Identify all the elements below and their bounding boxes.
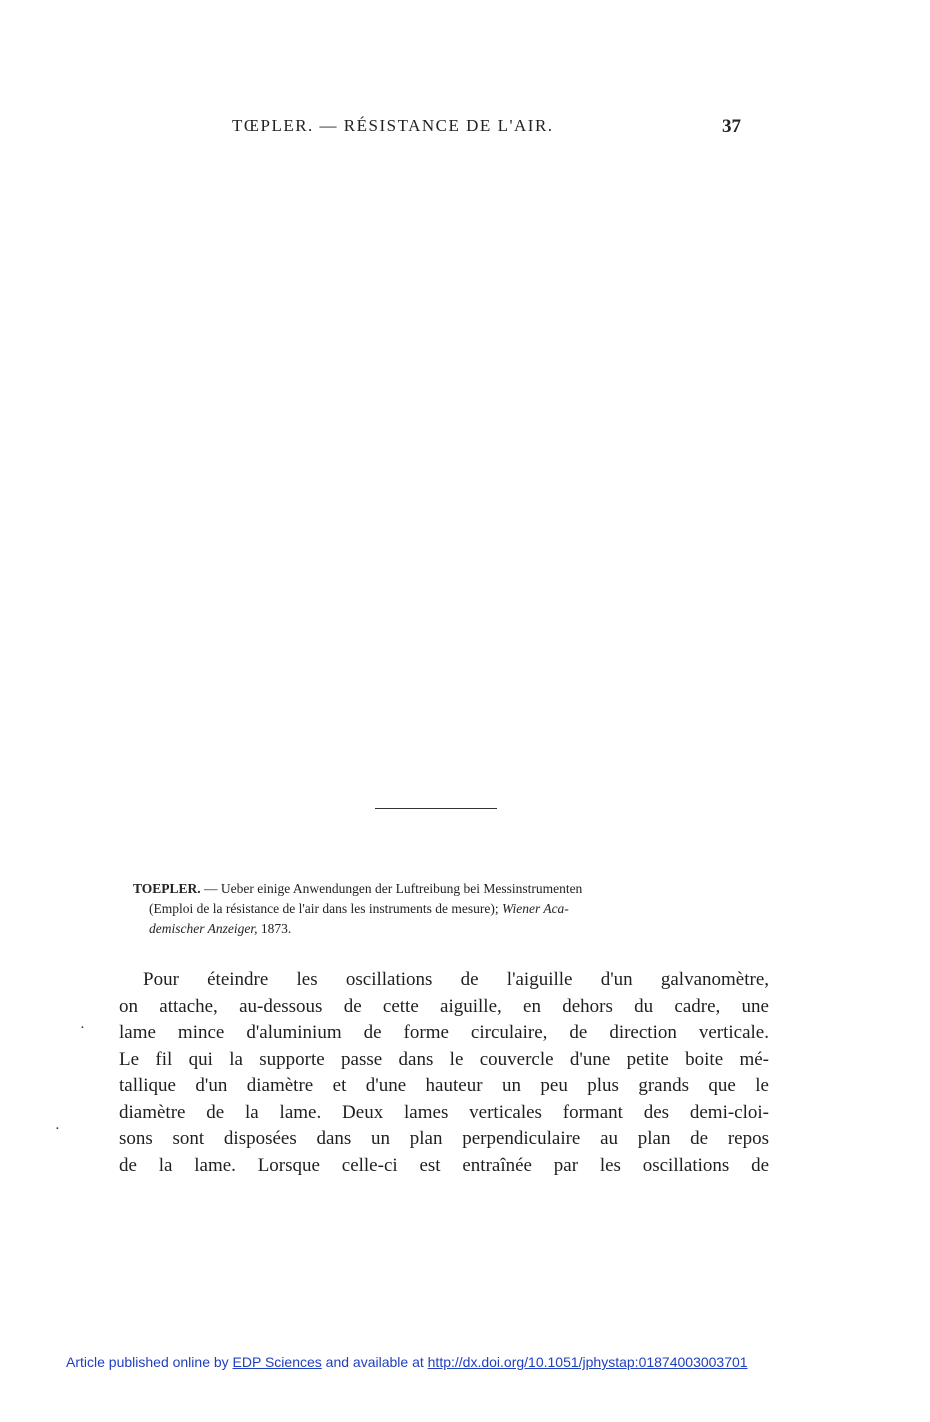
reference-line-2: [133, 899, 751, 919]
bibliographic-reference: [133, 879, 751, 939]
reference-german-title: — Ueber einige Anwendungen der Luftreibung bei Messinstrumenten: [204, 881, 583, 896]
body-line: tallique d'un diamètre et d'une hauteur un peu plus grands que le: [119, 1075, 769, 1096]
footer-notice: [66, 1354, 748, 1370]
body-line: Le fil qui la supporte passe dans le couvercle d'une petite boite mé-: [119, 1048, 769, 1070]
footer-middle: and available at: [325, 1354, 424, 1370]
reference-line-3: [133, 919, 751, 939]
doi-link[interactable]: http://dx.doi.org/10.1051/jphystap:01874003003701: [427, 1354, 748, 1370]
margin-speck: ⋅: [55, 1122, 60, 1137]
reference-french-title: (Emploi de la résistance de l'air dans les instruments de mesure);: [149, 901, 499, 916]
running-head: TŒPLER. — RÉSISTANCE DE L'AIR.: [232, 116, 554, 135]
body-line: lame mince d'aluminium de forme circulaire, de direction verticale.: [119, 1022, 769, 1043]
body-line: Pour éteindre les oscillations de l'aiguille d'un galvanomètre,: [143, 969, 769, 990]
reference-line-1: [133, 879, 751, 899]
page-number: 37: [722, 116, 741, 137]
body-line: diamètre de la lame. Deux lames verticales formant des demi-cloi-: [119, 1101, 769, 1123]
reference-author: TOEPLER.: [133, 881, 201, 896]
publisher-link[interactable]: EDP Sciences: [232, 1354, 322, 1370]
reference-journal-part1: Wiener Aca-: [501, 901, 569, 916]
footer-prefix: Article published online by: [66, 1354, 229, 1370]
body-line: on attache, au-dessous de cette aiguille, en dehors du cadre, une: [119, 995, 769, 1017]
body-paragraph: [119, 967, 769, 1179]
body-line: de la lame. Lorsque celle-ci est entraînée par les oscillations de: [119, 1154, 769, 1176]
section-rule: [375, 808, 497, 809]
margin-speck: ⋅: [80, 1021, 85, 1036]
reference-journal-part2: demischer Anzeiger,: [149, 921, 258, 936]
body-line: sons sont disposées dans un plan perpendiculaire au plan de repos: [119, 1128, 769, 1149]
reference-year: 1873.: [260, 921, 292, 936]
